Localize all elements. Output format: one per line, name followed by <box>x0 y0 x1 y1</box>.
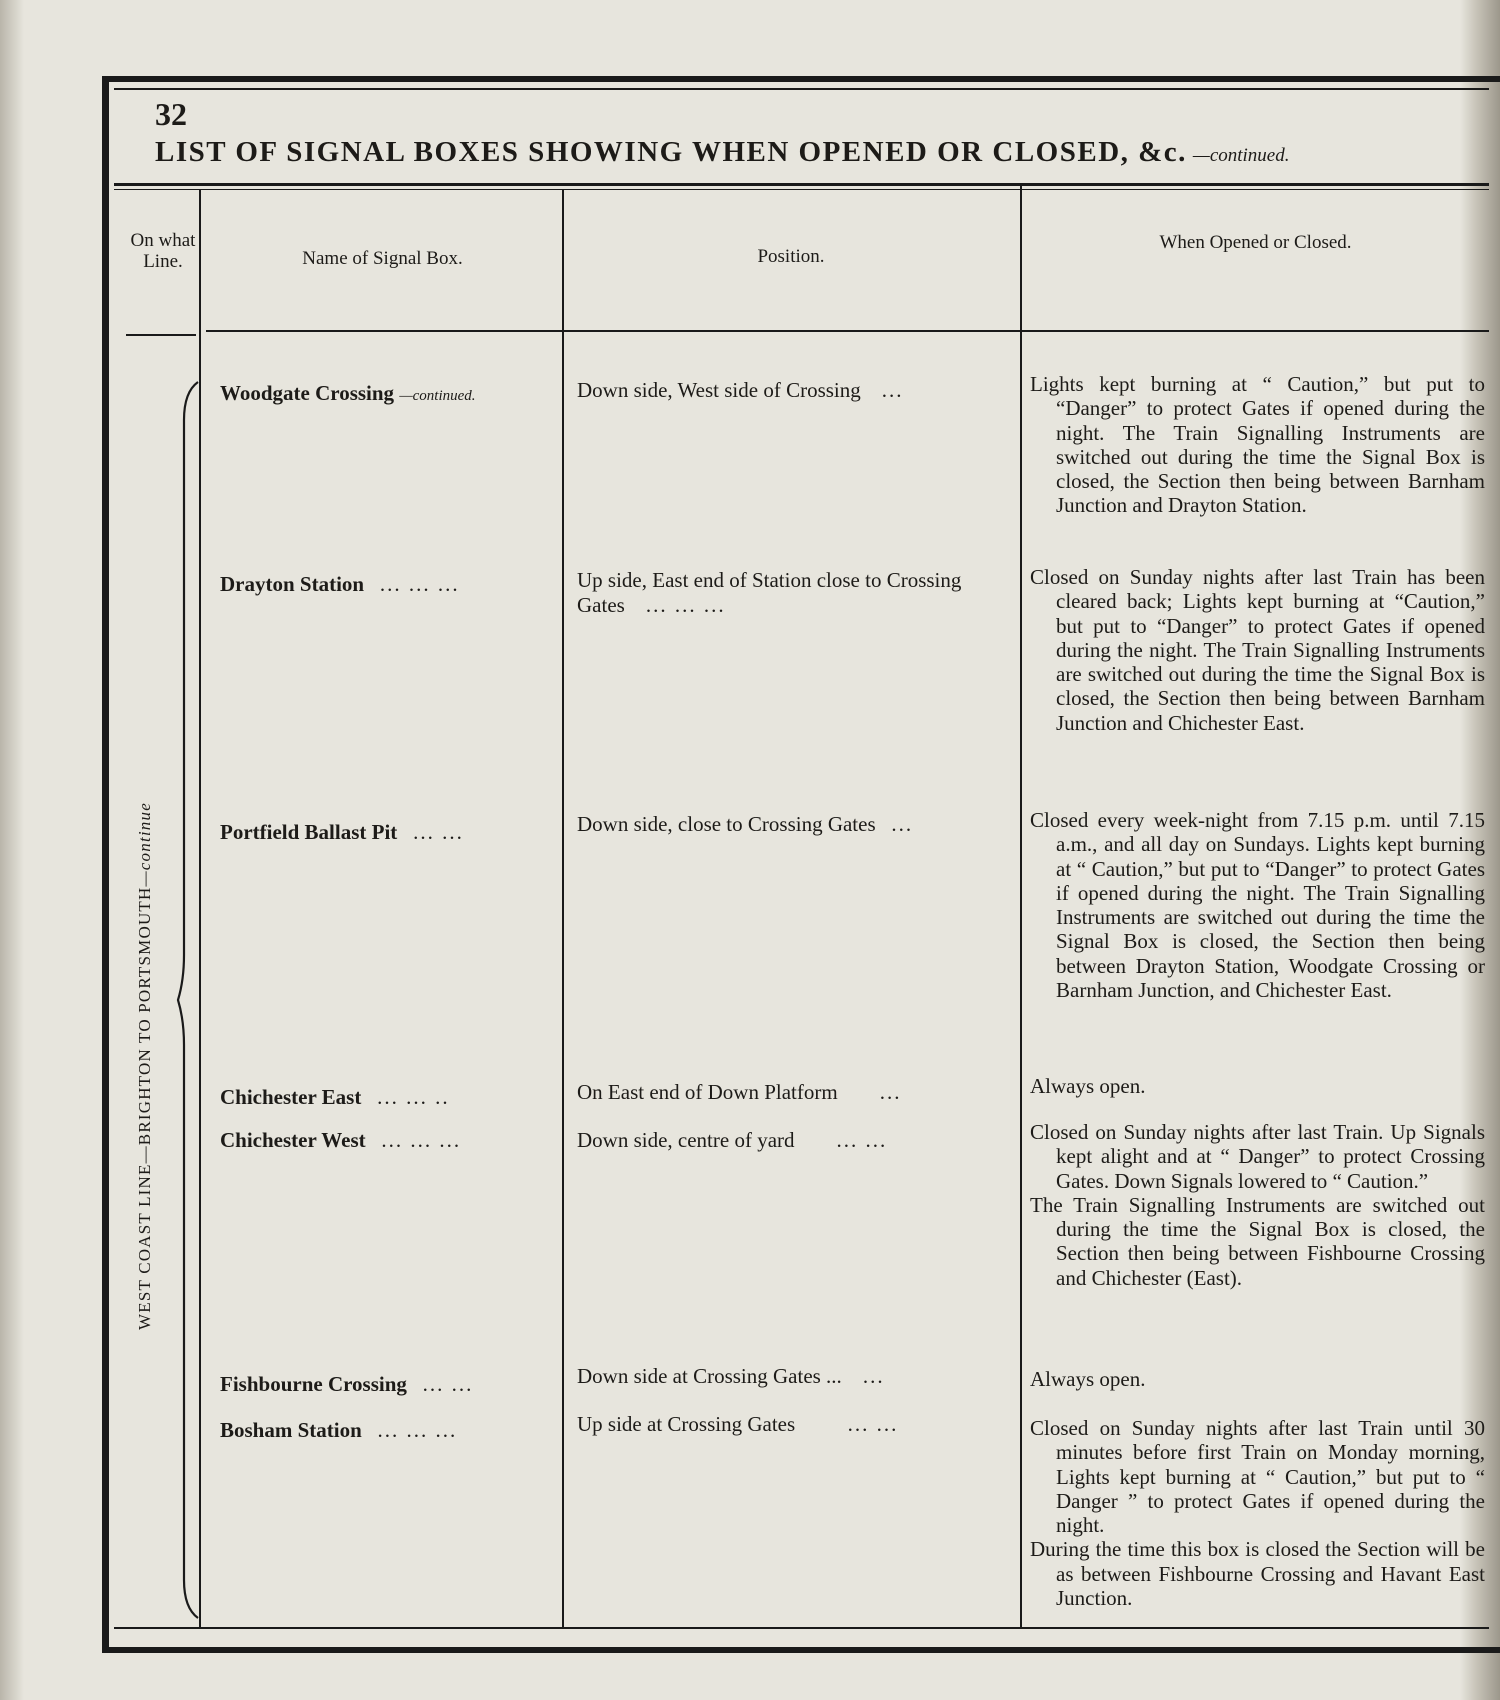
row-name-portfield-ballast-pit <box>220 820 560 845</box>
leader-dots: ... <box>879 1080 902 1104</box>
leader-dots: ... ... .. <box>377 1085 450 1109</box>
leader-dots: ... ... <box>836 1128 888 1152</box>
row-position-chichester-east <box>577 1080 1007 1105</box>
row-when-paragraph: The Train Signalling Instruments are switched out during the time the Signal Box is closed, the Section then being between Fishbourne Crossing and Chichester (East). <box>1030 1192 1485 1290</box>
row-when-paragraph: Closed on Sunday nights after last Train has been cleared back; Lights kept burning at “Caution,” but put to “Danger” to protect Gates if opened during the night. The Train Signalling Instruments are switched out during the time the Signal Box is closed, the Section then being between Barnham Junction and Chichester East. <box>1030 565 1485 735</box>
row-name-text: Chichester East <box>220 1085 362 1109</box>
row-when-woodgate-crossing <box>1030 372 1485 518</box>
row-when-bosham-station <box>1030 1416 1485 1610</box>
row-when-fishbourne-crossing <box>1030 1367 1485 1391</box>
leader-dots: ... <box>881 378 904 402</box>
row-when-portfield-ballast-pit <box>1030 808 1485 1002</box>
leader-dots: ... ... <box>847 1412 899 1436</box>
header-when: When Opened or Closed. <box>1159 232 1352 253</box>
row-name-drayton-station <box>220 572 560 597</box>
row-name-suffix: —continued. <box>399 388 476 404</box>
leader-dots: ... ... ... <box>379 572 460 596</box>
line-label <box>135 730 155 1330</box>
row-position-bosham-station <box>577 1412 1007 1437</box>
page-number: 32 <box>155 96 187 132</box>
row-name-text: Drayton Station <box>220 572 365 596</box>
frame-inner-rule-top <box>114 88 1489 90</box>
row-name-text: Portfield Ballast Pit <box>220 820 398 844</box>
page-title <box>155 136 1485 169</box>
row-position-text: Up side, East end of Station close to Crossing Gates <box>577 568 962 617</box>
row-when-paragraph: During the time this box is closed the Section will be as between Fishbourne Crossing and Havant East Junction. <box>1030 1537 1485 1611</box>
line-label-text: WEST COAST LINE—BRIGHTON TO PORTSMOUTH <box>135 886 154 1330</box>
page-title-suffix: —continued. <box>1192 145 1290 166</box>
row-position-woodgate-crossing <box>577 378 1007 403</box>
grouping-brace <box>176 380 206 1620</box>
row-position-text: Up side at Crossing Gates <box>577 1412 796 1436</box>
row-name-text: Bosham Station <box>220 1418 362 1442</box>
leader-dots: ... <box>862 1364 885 1388</box>
leader-dots: ... <box>891 812 914 836</box>
frame-inner-rule-bottom <box>114 1627 1489 1629</box>
leader-dots: ... ... <box>413 820 464 844</box>
row-name-bosham-station <box>220 1418 560 1443</box>
row-when-paragraph: Closed on Sunday nights after last Train. Up Signals kept alight and at “ Danger” to protect Crossing Gates. Down Signals lowered to “ Caution.” <box>1030 1120 1485 1193</box>
leader-dots: ... ... ... <box>381 1128 462 1152</box>
row-when-drayton-station <box>1030 565 1485 735</box>
row-position-drayton-station <box>577 568 1007 618</box>
row-position-text: Down side, close to Crossing Gates <box>577 812 876 836</box>
row-name-chichester-west <box>220 1128 560 1153</box>
title-rule <box>114 183 1489 186</box>
leader-dots: ... ... ... <box>645 593 726 617</box>
row-when-paragraph: Closed every week-night from 7.15 p.m. until 7.15 a.m., and all day on Sundays. Lights kept burning at “ Caution,” but put to “Danger” to protect Gates if opened during the night. The Train Signalling Instruments are switched out during the time the Signal Box is closed, the Section then being between Drayton Station, Woodgate Crossing or Barnham Junction, and Chichester East. <box>1030 808 1485 1003</box>
row-position-fishbourne-crossing <box>577 1364 1007 1389</box>
title-rule-thin <box>114 189 1489 190</box>
header-line: On what Line. <box>130 230 196 272</box>
row-when-paragraph: Lights kept burning at “ Caution,” but put to “Danger” to protect Gates if opened during the night. The Train Signalling Instruments are switched out during the time the Signal Box is closed, the Section then being between Barnham Junction and Drayton Station. <box>1030 372 1485 518</box>
header-rule-line-col <box>126 334 196 336</box>
header-name: Name of Signal Box. <box>302 248 463 269</box>
row-position-text: Down side, centre of yard <box>577 1128 795 1152</box>
row-when-chichester-west <box>1030 1120 1485 1290</box>
row-position-portfield-ballast-pit <box>577 812 1007 837</box>
line-label-suffix: —continue <box>135 802 154 887</box>
row-position-text: Down side at Crossing Gates ... <box>577 1364 842 1388</box>
page-title-text: LIST OF SIGNAL BOXES SHOWING WHEN OPENED OR CLOSED, &c. <box>155 136 1187 168</box>
row-when-paragraph: Always open. <box>1030 1074 1146 1098</box>
row-position-text: Down side, West side of Crossing <box>577 378 861 402</box>
row-position-chichester-west <box>577 1128 1007 1153</box>
header-position: Position. <box>757 246 825 267</box>
row-when-paragraph: Closed on Sunday nights after last Train until 30 minutes before first Train on Monday morning, Lights kept burning at “ Caution,” but put to “ Danger ” to protect Gates if opened during the night. <box>1030 1416 1485 1538</box>
row-name-text: Fishbourne Crossing <box>220 1372 407 1396</box>
row-name-chichester-east <box>220 1085 560 1110</box>
column-divider-2 <box>562 190 564 1627</box>
row-position-text: On East end of Down Platform <box>577 1080 838 1104</box>
leader-dots: ... ... <box>422 1372 474 1396</box>
row-name-woodgate-crossing <box>220 381 560 406</box>
page-edge-left <box>0 0 24 1700</box>
header-rule-main <box>206 330 1489 332</box>
column-divider-3 <box>1020 186 1022 1627</box>
row-name-fishbourne-crossing <box>220 1372 560 1397</box>
row-when-chichester-east <box>1030 1074 1485 1098</box>
row-name-text: Chichester West <box>220 1128 366 1152</box>
leader-dots: ... ... ... <box>377 1418 458 1442</box>
row-name-text: Woodgate Crossing <box>220 381 395 405</box>
row-when-paragraph: Always open. <box>1030 1367 1146 1391</box>
